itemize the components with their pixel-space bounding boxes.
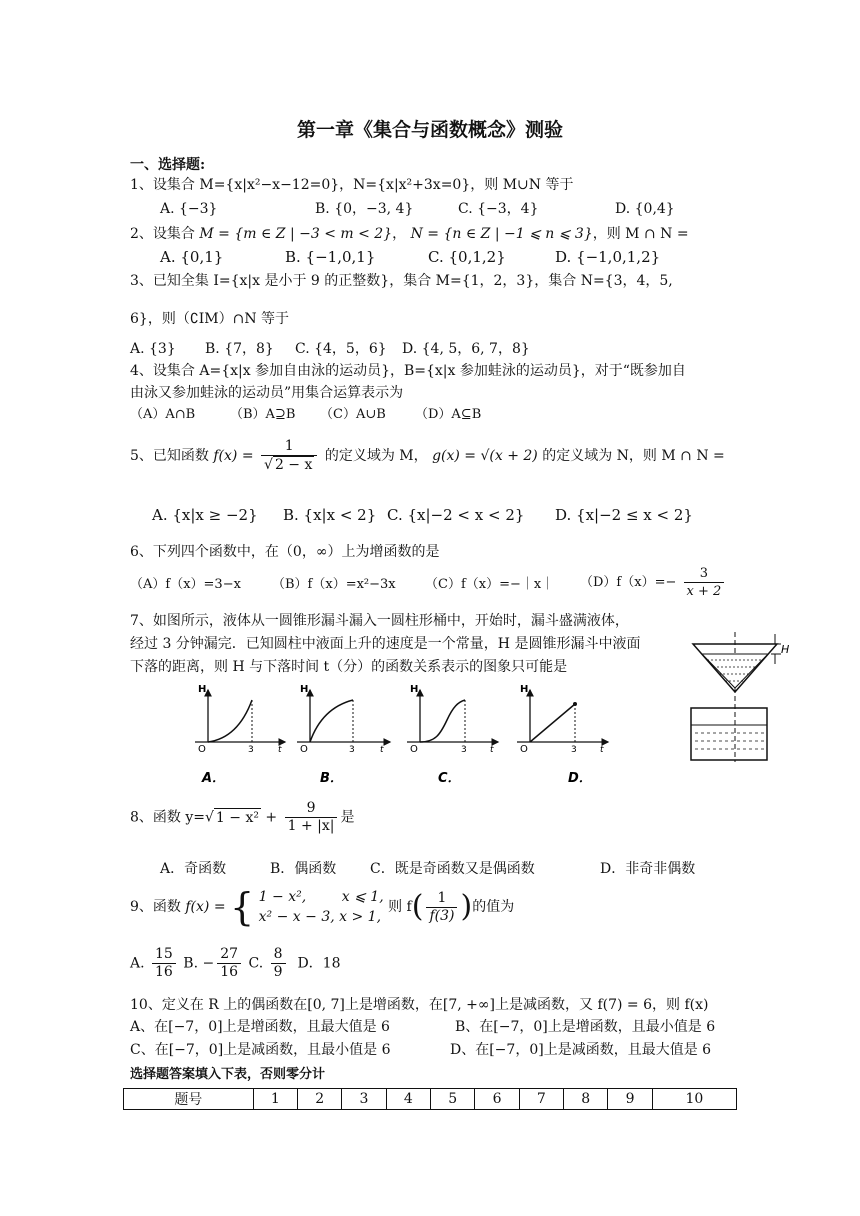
q8-suffix: 是 [340, 809, 355, 826]
q6-d-prefix: （D）f（x）=− [580, 575, 677, 590]
q2-set-m: M = {m ∈ Z | −3 < m < 2} [199, 226, 393, 242]
q5-num: 1 [261, 438, 317, 456]
q9-inner-den: f(3) [429, 907, 455, 924]
q6-d-num: 3 [684, 565, 725, 583]
answer-cell: 2 [297, 1089, 341, 1110]
q2-then: ，则 M ∩ N = [592, 226, 689, 242]
q9-inner-fraction [426, 890, 457, 925]
q9-option-b: B. − [183, 955, 215, 972]
q3-line1: 3、已知全集 I={x|x 是小于 9 的正整数}，集合 M={1，2，3}，集合 N={3，4，5, [130, 273, 673, 289]
q7-graphs [190, 680, 620, 795]
graph-d-tick: 3 [571, 745, 577, 755]
graph-a-axis-x: t [278, 745, 282, 755]
funnel-h-label: H [781, 643, 790, 656]
section-heading: 一、选择题: [130, 157, 206, 173]
graph-b-origin: O [300, 744, 308, 755]
q6-option-d [580, 565, 727, 600]
q8-stem: 8、函数 y=√ 1 − x² + $\frac{9}{1 + |x|}$ 是 [130, 800, 355, 834]
q9-a-num: 15 [152, 946, 176, 964]
graph-label-b: B． [320, 771, 343, 786]
q5-option-c: C. {x|−2 < x < 2} [387, 506, 525, 524]
answer-cell-header: 题号 [124, 1089, 254, 1110]
q8-num: 9 [285, 800, 338, 818]
answer-cell: 5 [431, 1089, 475, 1110]
q5-mid: 的定义域为 M， [324, 448, 428, 464]
graph-c [407, 684, 498, 755]
funnel-cylinder-diagram [685, 630, 800, 765]
q9-case2: x² − x − 3, [258, 909, 335, 925]
q2-option-c: C. {0,1,2} [428, 248, 506, 266]
q1-stem: 1、设集合 M={x|x²−x−12=0}，N={x|x²+3x=0}，则 M∪N 等于 [130, 177, 574, 193]
q5-option-d: D. {x|−2 ≤ x < 2} [555, 506, 693, 524]
graph-a-origin: O [198, 744, 206, 755]
q3-option-c: C. {4，5，6} [295, 341, 387, 357]
q3-option-b: B. {7，8} [205, 341, 274, 357]
q1-option-a: A. {−3} [160, 201, 218, 217]
q8-option-a: A．奇函数 [160, 861, 227, 877]
page-title: 第一章《集合与函数概念》测验 [296, 119, 563, 141]
q9-cond1: x ⩽ 1, [341, 889, 384, 905]
q9-suffix: 的值为 [472, 899, 515, 915]
q7-line1: 7、如图所示，液体从一圆锥形漏斗漏入一圆柱形桶中，开始时，漏斗盛满液体， [130, 613, 629, 629]
q6-d-den: x + 2 [686, 584, 722, 599]
q7-line2: 经过 3 分钟漏完．已知圆柱中液面上升的速度是一个常量，H 是圆锥形漏斗中液面 [130, 636, 641, 652]
graph-label-c: C． [438, 771, 461, 786]
q10-option-a: A、在[−7，0]上是增函数，且最大值是 6 [130, 1019, 390, 1035]
q1-option-c: C. {−3，4} [458, 201, 539, 217]
q9-option-a: A. [130, 955, 145, 972]
q5-f: f(x) = [213, 448, 254, 464]
q4-option-a: （A）A∩B [130, 407, 196, 422]
q9-b-den: 16 [220, 964, 239, 980]
q2-option-a: A. {0,1} [160, 248, 224, 266]
q5-option-a: A. {x|x ≥ −2} [152, 506, 258, 524]
q9-a-fraction [152, 946, 176, 981]
q8-plus: + [265, 809, 278, 826]
q8-option-b: B．偶函数 [270, 861, 337, 877]
q6-d-fraction [684, 565, 725, 600]
q3-option-d: D. {4, 5，6, 7，8} [402, 341, 530, 357]
q6-option-b: （B）f（x）=x²−3x [272, 577, 396, 592]
q9-inner-num: 1 [426, 890, 457, 908]
q4-option-b: （B）A⊇B [230, 407, 296, 422]
q9-paren-close: ) [460, 889, 473, 924]
q6-stem: 6、下列四个函数中，在（0，∞）上为增函数的是 [130, 544, 440, 560]
graph-b-tick: 3 [349, 745, 355, 755]
q9-b-fraction [217, 946, 241, 981]
q8-option-c: C．既是奇函数又是偶函数 [370, 861, 535, 877]
graph-c-tick: 3 [461, 745, 467, 755]
graph-a-axis-y: H [198, 684, 207, 695]
q10-option-b: B、在[−7，0]上是增函数，且最小值是 6 [455, 1019, 716, 1035]
graph-a-tick: 3 [248, 745, 254, 755]
q8-fraction [285, 800, 338, 835]
q1-option-d: D. {0,4} [615, 201, 675, 217]
q9-options [130, 946, 341, 981]
graph-a [195, 684, 285, 755]
answer-table-row [124, 1089, 737, 1110]
q10-stem: 10、定义在 R 上的偶函数在[0, 7]上是增函数，在[7, +∞]上是减函数，又 f(7) = 6，则 f(x) [130, 997, 709, 1013]
graph-b [297, 684, 390, 755]
q10-option-c: C、在[−7，0]上是减函数，且最小值是 6 [130, 1042, 391, 1058]
q2-set-n: N = {n ∈ Z | −1 ⩽ n ⩽ 3} [410, 226, 593, 242]
q2-option-b: B. {−1,0,1} [285, 248, 376, 266]
q2-stem: 2、设集合 M = {m ∈ Z | −3 < m < 2}， N = {n ∈ Z | −1 ⩽ n ⩽ 3}，则 M ∩ N = [130, 226, 689, 242]
graph-label-d: D． [568, 771, 592, 786]
answer-cell: 8 [564, 1089, 608, 1110]
q9-f: f(x) = [185, 899, 226, 915]
q8-option-d: D．非奇非偶数 [600, 861, 696, 877]
q5-den: √ 2 − x [264, 457, 313, 473]
q9-stem [130, 887, 514, 927]
answer-cell: 10 [652, 1089, 736, 1110]
q9-cases [259, 887, 384, 927]
graph-d [517, 684, 608, 755]
q4-option-c: （C）A∪B [320, 407, 386, 422]
q8-sqrt: 1 − x² [215, 809, 259, 826]
q5-fraction [261, 438, 317, 474]
graph-c-axis-x: t [490, 745, 494, 755]
answer-table [123, 1088, 737, 1110]
q9-then: 则 f [388, 899, 412, 915]
answer-cell: 1 [253, 1089, 297, 1110]
q9-prefix: 9、函数 [130, 899, 181, 915]
graph-label-a: A． [202, 771, 226, 786]
q9-option-c: C. [248, 955, 264, 972]
answer-cell: 4 [386, 1089, 430, 1110]
q9-c-den: 9 [273, 964, 283, 980]
answer-cell: 6 [475, 1089, 519, 1110]
graph-c-axis-y: H [410, 684, 419, 695]
q9-brace: { [230, 885, 255, 929]
graph-b-axis-x: t [380, 745, 384, 755]
q5-prefix: 5、已知函数 [130, 448, 209, 464]
q7-line3: 下落的距离，则 H 与下落时间 t（分）的函数关系表示的图象只可能是 [130, 659, 568, 675]
q5-g: g(x) = √(x + 2) [432, 448, 538, 464]
q9-paren-open: ( [411, 889, 424, 924]
graph-c-origin: O [410, 744, 418, 755]
q5-stem [130, 438, 725, 474]
q8-prefix: 8、函数 y= [130, 809, 205, 826]
q3-line2: 6}，则（∁IM）∩N 等于 [130, 311, 290, 327]
q2-option-d: D. {−1,0,1,2} [555, 248, 661, 266]
graph-b-axis-y: H [300, 684, 309, 695]
q9-c-num: 8 [271, 946, 286, 964]
graph-d-axis-x: t [600, 745, 604, 755]
q10-option-d: D、在[−7，0]上是减函数，且最大值是 6 [450, 1042, 712, 1058]
q4-line1: 4、设集合 A={x|x 参加自由泳的运动员}，B={x|x 参加蛙泳的运动员}，对于“既参加自 [130, 363, 686, 379]
q4-option-d: （D）A⊆B [415, 407, 482, 422]
q5-option-b: B. {x|x < 2} [283, 506, 377, 524]
q9-c-fraction [271, 946, 286, 981]
answer-cell: 9 [608, 1089, 652, 1110]
answer-cell: 7 [519, 1089, 563, 1110]
q6-option-c: （C）f（x）=−｜x｜ [425, 577, 555, 592]
q9-case1: 1 − x², [258, 889, 307, 905]
q3-option-a: A. {3} [130, 341, 176, 357]
q6-option-a: （A）f（x）=3−x [130, 577, 241, 592]
q9-b-num: 27 [217, 946, 241, 964]
answer-note: 选择题答案填入下表，否则零分计 [130, 1067, 326, 1082]
q1-option-b: B. {0，−3, 4} [315, 201, 414, 217]
q4-line2: 由泳又参加蛙泳的运动员”用集合运算表示为 [130, 385, 404, 401]
answer-cell: 3 [342, 1089, 386, 1110]
q9-cond2: x > 1, [339, 909, 382, 925]
graph-d-origin: O [520, 744, 528, 755]
graph-d-axis-y: H [520, 684, 529, 695]
q9-option-d: D．18 [297, 955, 341, 972]
q2-prefix: 2、设集合 [130, 226, 195, 242]
q5-suffix: 的定义域为 N，则 M ∩ N = [542, 448, 725, 464]
q9-a-den: 16 [155, 964, 173, 980]
q8-den: 1 + |x| [287, 818, 335, 834]
